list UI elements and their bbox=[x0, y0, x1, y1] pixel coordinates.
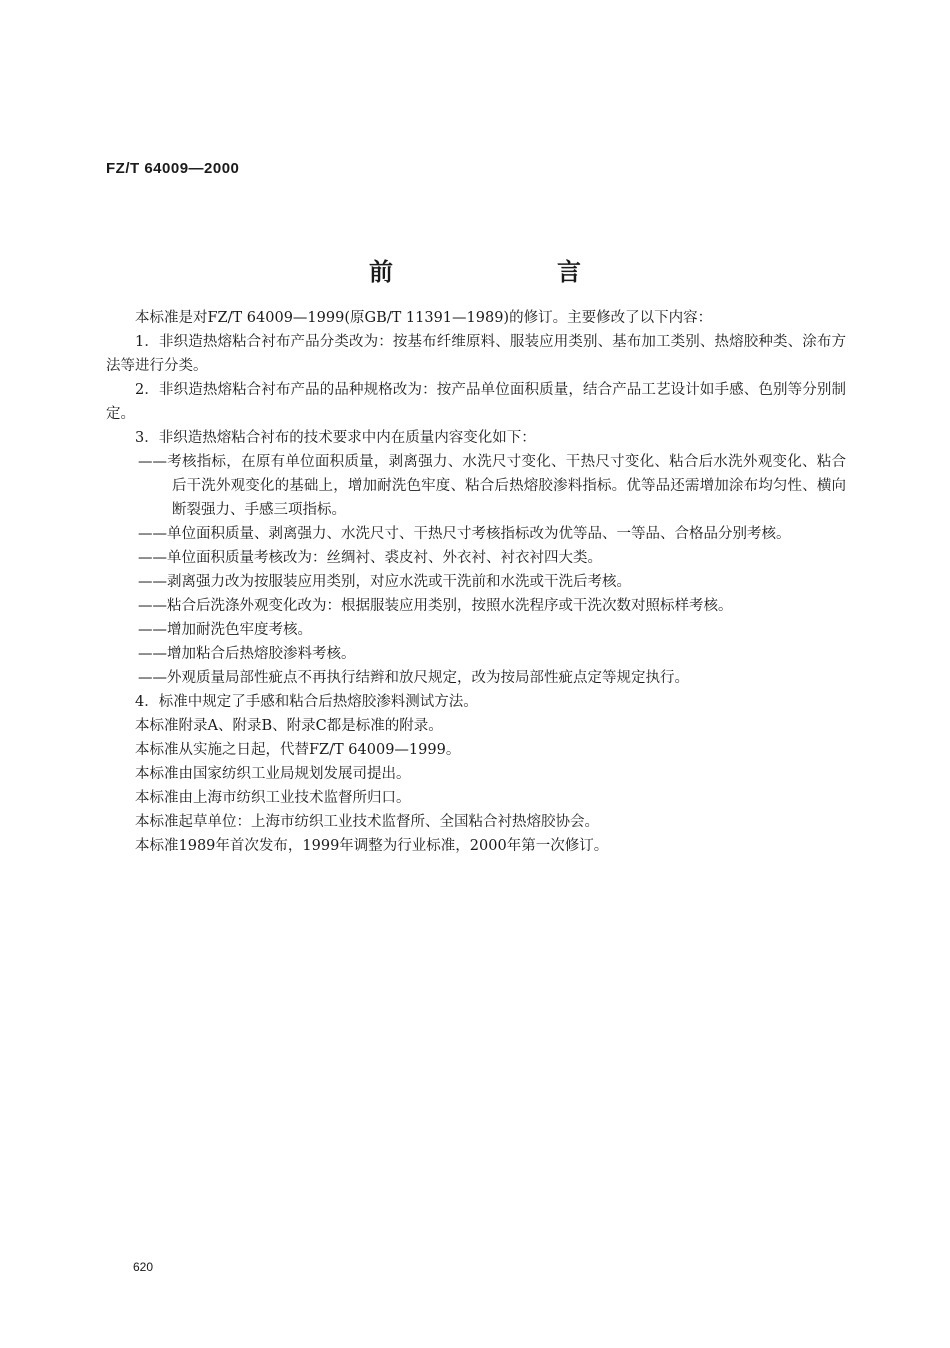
foreword-body bbox=[106, 306, 846, 858]
dash-list-item: ——粘合后洗涤外观变化改为：根据服装应用类别，按照水洗程序或干洗次数对照标样考核。 bbox=[138, 598, 733, 614]
page-title: 前 言 bbox=[369, 257, 651, 286]
paragraph: 3．非织造热熔粘合衬布的技术要求中内在质量内容变化如下： bbox=[135, 430, 536, 446]
paragraph: 本标准由国家纺织工业局规划发展司提出。 bbox=[135, 766, 411, 782]
paragraph: 本标准附录A、附录B、附录C都是标准的附录。 bbox=[135, 718, 443, 734]
dash-list-item: ——单位面积质量考核改为：丝绸衬、裘皮衬、外衣衬、衬衣衬四大类。 bbox=[138, 550, 602, 566]
paragraph: 2．非织造热熔粘合衬布产品的品种规格改为：按产品单位面积质量，结合产品工艺设计如手感、色别等分别制定。 bbox=[106, 382, 846, 422]
paragraph: 本标准起草单位：上海市纺织工业技术监督所、全国粘合衬热熔胶协会。 bbox=[135, 814, 599, 830]
document-code: FZ/T 64009—2000 bbox=[106, 160, 240, 177]
dash-list-item: ——考核指标，在原有单位面积质量，剥离强力、水洗尺寸变化、干热尺寸变化、粘合后水洗外观变化、粘合后干洗外观变化的基础上，增加耐洗色牢度、粘合后热熔胶渗料指标。优等品还需增加涂布均匀性、横向断裂强力、手感三项指标。 bbox=[138, 454, 846, 518]
paragraph: 本标准是对FZ/T 64009—1999(原GB/T 11391—1989)的修订。主要修改了以下内容： bbox=[135, 310, 713, 326]
dash-list-item: ——外观质量局部性疵点不再执行结辫和放尺规定，改为按局部性疵点定等规定执行。 bbox=[138, 670, 689, 686]
paragraph: 本标准1989年首次发布，1999年调整为行业标准，2000年第一次修订。 bbox=[135, 838, 609, 854]
paragraph: 本标准从实施之日起，代替FZ/T 64009—1999。 bbox=[135, 742, 461, 758]
dash-list-item: ——单位面积质量、剥离强力、水洗尺寸、干热尺寸考核指标改为优等品、一等品、合格品分别考核。 bbox=[138, 526, 791, 542]
paragraph: 4．标准中规定了手感和粘合后热熔胶渗料测试方法。 bbox=[135, 694, 478, 710]
paragraph: 1．非织造热熔粘合衬布产品分类改为：按基布纤维原料、服装应用类别、基布加工类别、热熔胶种类、涂布方法等进行分类。 bbox=[106, 334, 846, 374]
page-number: 620 bbox=[133, 1260, 154, 1274]
dash-list-item: ——增加粘合后热熔胶渗料考核。 bbox=[138, 646, 356, 662]
dash-list-item: ——剥离强力改为按服装应用类别，对应水洗或干洗前和水洗或干洗后考核。 bbox=[138, 574, 631, 590]
paragraph: 本标准由上海市纺织工业技术监督所归口。 bbox=[135, 790, 411, 806]
dash-list-item: ——增加耐洗色牢度考核。 bbox=[138, 622, 312, 638]
